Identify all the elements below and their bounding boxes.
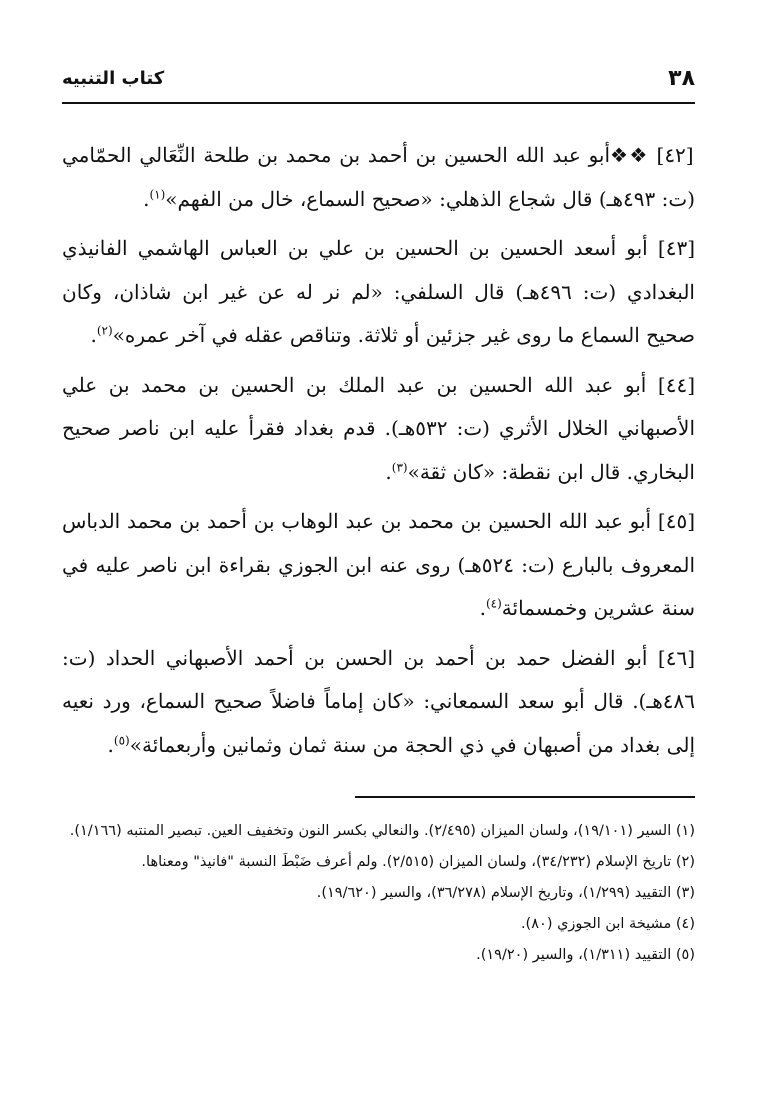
entry-text: أبو أسعد الحسين بن الحسين بن علي بن العباس الهاشمي الفانيذي البغدادي (ت: ٤٩٦هـ) قال السلفي: «لم نر له عن غير ابن شاذان، وكان صحيح السماع ما روى غير جزئين أو ثلاثة. وتناقص عقله في آخر عمره» [62,236,695,347]
entry-number: [٤٦] [657,645,695,670]
footnote-ref: (٣) [391,459,408,474]
entry-45: [٤٥] أبو عبد الله الحسين بن محمد بن عبد الوهاب بن أحمد بن محمد الدباس المعروف بالبارع (ت: ٥٢٤هـ) روى عنه ابن الجوزي بقراءة ابن ناصر عليه في سنة عشرين وخمسمائة$^{(٤)}$. [62,509,695,620]
book-title: كتاب التنبيه [62,68,165,89]
page-header [62,66,695,104]
entry-number: [٤٤] [657,372,695,397]
main-text [62,134,695,773]
entry-46: [٤٦] أبو الفضل حمد بن أحمد بن الحسن بن أحمد الأصبهاني الحداد (ت: ٤٨٦هـ). قال أبو سعد السمعاني: «كان إماماً فاضلاً صحيح السماع، ورد نعيه إلى بغداد من أصبهان في ذي الحجة من سنة ثمان وثمانين وأربعمائة»$^{(٥)}$. [62,645,695,757]
entry-text: أبو عبد الله الحسين بن عبد الملك بن الحسين بن محمد بن علي الأصبهاني الخلال الأثري (ت: ٥٣٢هـ). قدم بغداد فقرأ عليه ابن ناصر صحيح البخاري. قال ابن نقطة: «كان ثقة» [62,372,695,484]
footnote-3: (٣) التقييد (١/٢٩٩)، وتاريخ الإسلام (٣٦/٢٧٨)، والسير (١٩/٦٢٠). [316,885,695,901]
entry-number: [٤٥] [657,509,695,533]
footnote-ref: (٤) [485,596,502,611]
footnote-4: (٤) مشيخة ابن الجوزي (٨٠). [520,916,695,932]
footnote-ref: (٥) [113,732,130,747]
entry-text: أبو عبد الله الحسين بن أحمد بن محمد بن طلحة النِّعَالي الحمّامي (ت: ٤٩٣هـ) قال شجاع الذهلي: «صحيح السماع، خال من الفهم» [62,143,695,211]
footnotes [62,816,695,971]
footnote-divider [355,796,695,798]
diamond-marker-icon: ❖❖ [610,143,649,167]
entry-text: أبو الفضل حمد بن أحمد بن الحسن بن أحمد الأصبهاني الحداد (ت: ٤٨٦هـ). قال أبو سعد السمعاني: «كان إماماً فاضلاً صحيح السماع، ورد نعيه إلى بغداد من أصبهان في ذي الحجة من سنة ثمان وثمانين وأربعمائة» [62,645,695,757]
footnote-ref: (١) [149,186,166,201]
page-number: ٣٨ [668,66,695,91]
entry-text: أبو عبد الله الحسين بن محمد بن عبد الوهاب بن أحمد بن محمد الدباس المعروف بالبارع (ت: ٥٢٤هـ) روى عنه ابن الجوزي بقراءة ابن ناصر عليه في سنة عشرين وخمسمائة [62,509,695,620]
footnote-2: (٢) تاريخ الإسلام (٣٤/٢٣٢)، ولسان الميزان (٢/٥١٥). ولم أعرف ضَبْطَ النسبة "فانيذ" ومعناها. [141,854,695,870]
footnote-1: (١) السير (١٩/١٠١)، ولسان الميزان (٢/٤٩٥). والنعالي بكسر النون وتخفيف العين. تبصير المنتبه (١/١٦٦). [69,823,695,839]
entry-43: [٤٣] أبو أسعد الحسين بن الحسين بن علي بن العباس الهاشمي الفانيذي البغدادي (ت: ٤٩٦هـ) قال السلفي: «لم نر له عن غير ابن شاذان، وكان صحيح السماع ما روى غير جزئين أو ثلاثة. وتناقص عقله في آخر عمره»$^{(٢)}$. [62,236,695,347]
footnote-ref: (٢) [96,323,113,338]
entry-44: [٤٤] أبو عبد الله الحسين بن عبد الملك بن الحسين بن محمد بن علي الأصبهاني الخلال الأثري (ت: ٥٣٢هـ). قدم بغداد فقرأ عليه ابن ناصر صحيح البخاري. قال ابن نقطة: «كان ثقة»$^{(٣)}$. [62,372,695,484]
entry-42: [٤٢] ❖❖أبو عبد الله الحسين بن أحمد بن محمد بن طلحة النِّعَالي الحمّامي (ت: ٤٩٣هـ) قال شجاع الذهلي: «صحيح السماع، خال من الفهم»$^{(١)}$. [62,143,695,211]
entry-number: [٤٣] [657,236,695,260]
entry-number: [٤٢] [656,143,694,167]
footnote-5: (٥) التقييد (١/٣١١)، والسير (١٩/٢٠). [476,947,695,963]
